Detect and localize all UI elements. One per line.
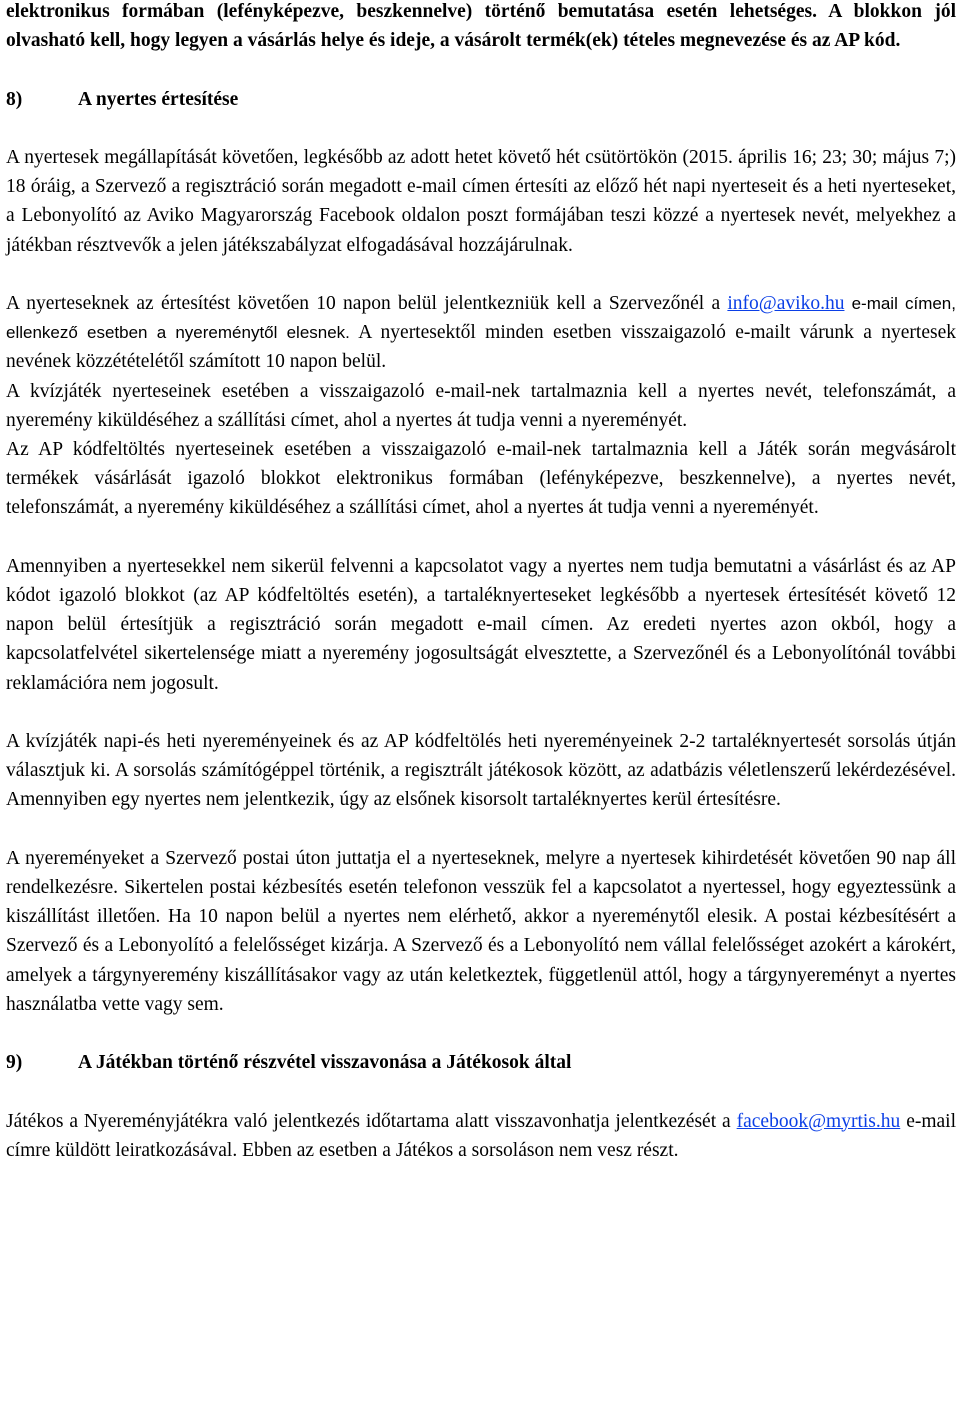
reporting-text-email-suffix: e-mail címen, ellenkező esetben a nyereménytől elesnek. (6, 293, 956, 343)
reporting-text-end: A nyertesektől minden esetben visszaigazoló e-mailt várunk a nyertesek nevének közzétételétől számított 10 napon belül. (6, 322, 956, 373)
section-9-heading (6, 1048, 956, 1077)
section-8-heading (6, 85, 956, 114)
withdrawal-text-start: Játékos a Nyereményjátékra való jelentkezés időtartama alatt visszavonhatja jelentkezését a (6, 1110, 737, 1132)
withdrawal-text-end: e-mail címre küldött leiratkozásával. Ebben az esetben a Játékos a sorsoláson nem vesz részt. (6, 1110, 957, 1161)
facebook-email-link[interactable]: facebook@myrtis.hu (736, 1110, 901, 1132)
unreachable-winner-paragraph: Amennyiben a nyertesekkel nem sikerül felvenni a kapcsolatot vagy a nyertes nem tudja bemutatni a vásárlást és az AP kódot igazoló blokkot (az AP kódfeltöltés esetén), a tartaléknyerteseket legkésőbb a nyertesek értesítését követő 12 napon belül értesítjük a regisztráció során megadott e-mail címen. Az eredeti nyertes azon okból, hogy a kapcsolatfelvétel sikertelensége miatt a nyeremény jogosultságát elvesztette, a Szervezőnél és a Lebonyolítónál további reklamációra nem jogosult. (6, 555, 956, 694)
reserve-winners-paragraph: A kvízjáték napi-és heti nyereményeinek és az AP kódfeltölés heti nyereményeinek 2-2 tartaléknyertesét sorsolás útján választjuk ki. A sorsolás számítógéppel történik, a regisztrált játékosok között, az adatbázis véletlenszerű lekérdezésével. Amennyiben egy nyertes nem jelentkezik, úgy az elsőnek kisorsolt tartaléknyertes kerül értesítésre. (6, 731, 956, 811)
notification-paragraph: A nyertesek megállapítását követően, legkésőbb az adott hetet követő hét csütörtökön (2015. április 16; 23; 30; május 7;) 18 óráig, a Szervező a regisztráció során megadott e-mail címen értesíti az előző hét napi nyerteseit és a heti nyerteseket, a Lebonyolító az Aviko Magyarország Facebook oldalon poszt formájában teszi közzé a nyertesek nevét, melyekhez a játékban résztvevők a jelen játékszabályzat elfogadásával hozzájárulnak. (6, 146, 956, 256)
info-email-link[interactable]: info@aviko.hu (727, 292, 845, 314)
ap-confirmation-paragraph: Az AP kódfeltöltés nyerteseinek esetében a visszaigazoló e-mail-nek tartalmaznia kell a Játék során megvásárolt termékek vásárlását igazoló blokkot elektronikus formában (lefényképezve, beszkennelve), a nyertes nevét, telefonszámát, a nyeremény kiküldéséhez a szállítási címet, ahol a nyertes át tudja venni a nyereményét. (6, 439, 956, 519)
reporting-paragraph (6, 289, 956, 377)
quiz-confirmation-paragraph: A kvízjáték nyerteseinek esetében a visszaigazoló e-mail-nek tartalmaznia kell a nyertes nevét, telefonszámát, a nyeremény kiküldéséhez a szállítási címet, ahol a nyertes át tudja venni a nyereményét. (6, 380, 956, 431)
reporting-text-start: A nyerteseknek az értesítést követően 10 napon belül jelentkezniük kell a Szervezőnél a (6, 292, 728, 314)
withdrawal-paragraph (6, 1107, 956, 1165)
delivery-paragraph: A nyereményeket a Szervező postai úton juttatja el a nyerteseknek, melyre a nyertesek kihirdetését követően 90 nap áll rendelkezésre. Sikertelen postai kézbesítés esetén telefonon vesszük fel a kapcsolatot a nyertessel, hogy egyeztessünk a kiszállítást illetően. Ha 10 napon belül a nyertes nem elérhető, akkor a nyereménytől elesik. A postai kézbesítésért a Szervező és a Lebonyolító a felelősséget kizárja. A Szervező és a Lebonyolító nem vállal felelősséget azokért a károkért, amelyek a tárgynyeremény kiszállításakor vagy az után keletkeztek, függetlenül attól, hogy a tárgynyereményt a nyertes használatba vette vagy sem. (6, 847, 956, 1015)
section-9-number: 9) (6, 1052, 23, 1074)
document-page (6, 0, 956, 1165)
section-8-number: 8) (6, 88, 23, 110)
section-9-title: A Játékban történő részvétel visszavonása a Játékosok által (78, 1052, 572, 1074)
section-8-title: A nyertes értesítése (78, 88, 239, 110)
intro-paragraph: elektronikus formában (lefényképezve, beszkennelve) történő bemutatása esetén lehetséges. A blokkon jól olvasható kell, hogy legyen a vásárlás helye és ideje, a vásárolt termék(ek) tételes megnevezése és az AP kód. (6, 1, 956, 52)
